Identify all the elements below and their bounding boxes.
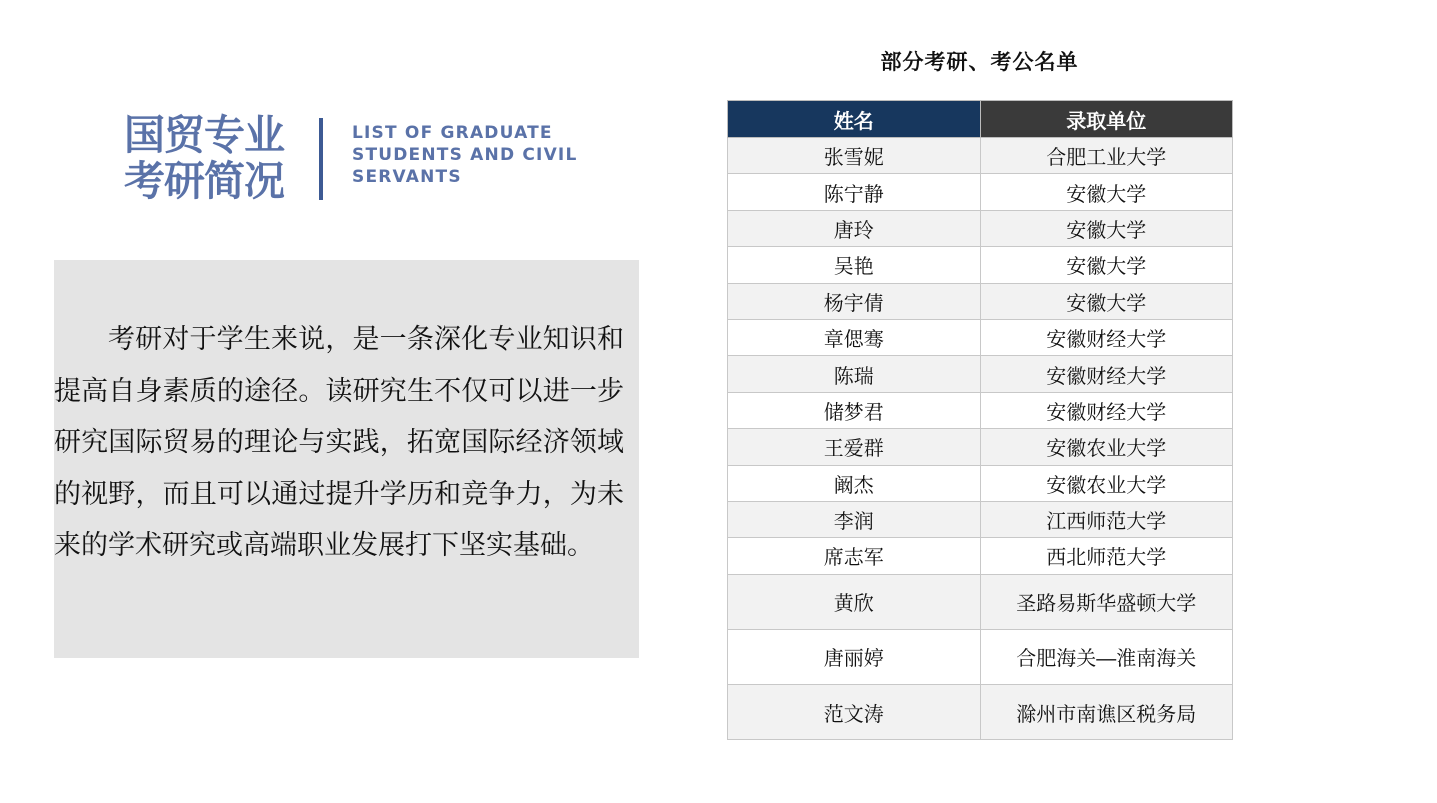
cell-name: 陈宁静 [728,174,981,210]
cell-unit: 西北师范大学 [980,538,1233,574]
table-body [728,138,1233,740]
roster-table [727,100,1233,740]
table-title: 部分考研、考公名单 [880,50,1079,74]
heading-english [352,122,577,188]
cell-name: 章偲骞 [728,319,981,355]
table-row [728,392,1233,428]
heading-en-line3: SERVANTS [352,167,462,187]
heading-divider [319,118,323,200]
table-row [728,429,1233,465]
cell-unit: 安徽财经大学 [980,319,1233,355]
cell-name: 张雪妮 [728,138,981,174]
description-text: 考研对于学生来说，是一条深化专业知识和提高自身素质的途径。读研究生不仅可以进一步研究国际贸易的理论与实践，拓宽国际经济领域的视野，而且可以通过提升学历和竞争力，为未来的学术研究或高端职业发展打下坚实基础。 [54,324,624,561]
table-row [728,501,1233,537]
table-row [728,247,1233,283]
cell-unit: 安徽财经大学 [980,356,1233,392]
cell-unit: 安徽大学 [980,247,1233,283]
cell-name: 唐玲 [728,210,981,246]
cell-unit: 安徽大学 [980,174,1233,210]
cell-unit: 安徽大学 [980,283,1233,319]
cell-name: 席志军 [728,538,981,574]
heading-cn-line1: 国贸专业 [124,111,284,159]
cell-unit: 滁州市南谯区税务局 [980,685,1233,740]
table-row [728,174,1233,210]
cell-name: 范文涛 [728,685,981,740]
section-heading [124,112,604,212]
cell-name: 李润 [728,501,981,537]
cell-unit: 合肥海关—淮南海关 [980,629,1233,684]
cell-unit: 安徽农业大学 [980,429,1233,465]
table-row [728,319,1233,355]
table-row [728,210,1233,246]
cell-name: 王爱群 [728,429,981,465]
table-row [728,685,1233,740]
heading-en-line2: STUDENTS AND CIVIL [352,145,578,165]
table-header-row [728,101,1233,138]
heading-en-line1: LIST OF GRADUATE [352,123,553,143]
cell-name: 黄欣 [728,574,981,629]
cell-name: 阚杰 [728,465,981,501]
cell-name: 储梦君 [728,392,981,428]
cell-unit: 圣路易斯华盛顿大学 [980,574,1233,629]
table-row [728,283,1233,319]
table-row [728,574,1233,629]
table-row [728,356,1233,392]
table-row [728,465,1233,501]
table-row [728,538,1233,574]
cell-unit: 安徽大学 [980,210,1233,246]
header-name: 姓名 [728,101,981,138]
cell-unit: 安徽财经大学 [980,392,1233,428]
cell-name: 杨宇倩 [728,283,981,319]
table-row [728,138,1233,174]
cell-unit: 安徽农业大学 [980,465,1233,501]
table-row [728,629,1233,684]
heading-chinese [124,112,284,204]
cell-unit: 江西师范大学 [980,501,1233,537]
cell-unit: 合肥工业大学 [980,138,1233,174]
cell-name: 吴艳 [728,247,981,283]
cell-name: 唐丽婷 [728,629,981,684]
header-unit: 录取单位 [980,101,1233,138]
heading-cn-line2: 考研简况 [124,157,284,205]
cell-name: 陈瑞 [728,356,981,392]
